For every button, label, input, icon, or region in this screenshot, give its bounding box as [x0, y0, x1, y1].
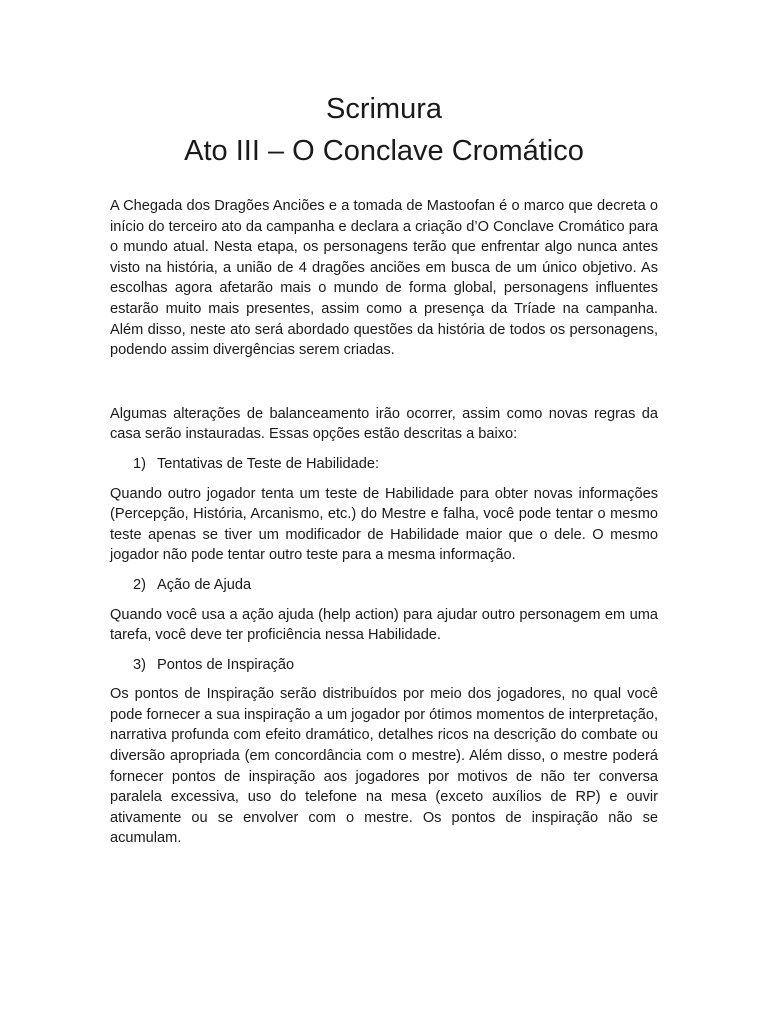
- rule-title-2: Ação de Ajuda: [157, 576, 252, 593]
- rule-text-2: Quando você usa a ação ajuda (help action) para ajudar outro personagem em uma tarefa, você deve ter proficiência nessa Habilidade.: [110, 606, 658, 644]
- rule-number-2: 2): [133, 576, 146, 593]
- rule-heading-2: [133, 575, 658, 596]
- rule-text-1: Quando outro jogador tenta um teste de Habilidade para obter novas informações (Percepção, História, Arcanismo, etc.) do Mestre e falha, você pode tentar o mesmo teste apenas se tiver um modificador de Habilidade maior que o dele. O mesmo jogador não pode tentar outro teste para a mesma informação.: [110, 485, 658, 564]
- rules-intro-paragraph: Algumas alterações de balanceamento irão ocorrer, assim como novas regras da casa serão instauradas. Essas opções estão descritas a baixo:: [110, 405, 658, 443]
- rule-number-1: 1): [133, 455, 146, 472]
- document-title: Scrimura: [325, 93, 442, 125]
- document-body: [110, 196, 658, 849]
- rule-title-3: Pontos de Inspiração: [157, 656, 295, 673]
- document-subtitle: Ato III – O Conclave Cromático: [184, 135, 584, 167]
- intro-paragraph: A Chegada dos Dragões Anciões e a tomada de Mastoofan é o marco que decreta o início do terceiro ato da campanha e declara a criação d’O Conclave Cromático para o mundo atual. Nesta etapa, os personagens terão que enfrentar algo nunca antes visto na história, a união de 4 dragões anciões em busca de um único objetivo. As escolhas agora afetarão mais o mundo de forma global, personagens influentes estarão muito mais presentes, assim como a presença da Tríade na campanha. Além disso, neste ato será abordado questões da história de todos os personagens, podendo assim divergências serem criadas.: [110, 198, 658, 359]
- rule-number-3: 3): [133, 656, 146, 673]
- rule-heading-1: [133, 454, 658, 475]
- rule-title-1: Tentativas de Teste de Habilidade:: [157, 455, 380, 472]
- rule-text-3: Os pontos de Inspiração serão distribuídos por meio dos jogadores, no qual você pode fornecer a sua inspiração a um jogador por ótimos momentos de interpretação, narrativa profunda com efeito dramático, detalhes ricos na descrição do combate ou diversão apropriada (em concordância com o mestre). Além disso, o mestre poderá fornecer pontos de inspiração aos jogadores por motivos de não ter conversa paralela excessiva, uso do telefone na mesa (exceto auxílios de RP) e ouvir ativamente ou se envolver com o mestre. Os pontos de inspiração não se acumulam.: [110, 686, 658, 847]
- title-block: [0, 88, 768, 172]
- rule-heading-3: [133, 655, 658, 676]
